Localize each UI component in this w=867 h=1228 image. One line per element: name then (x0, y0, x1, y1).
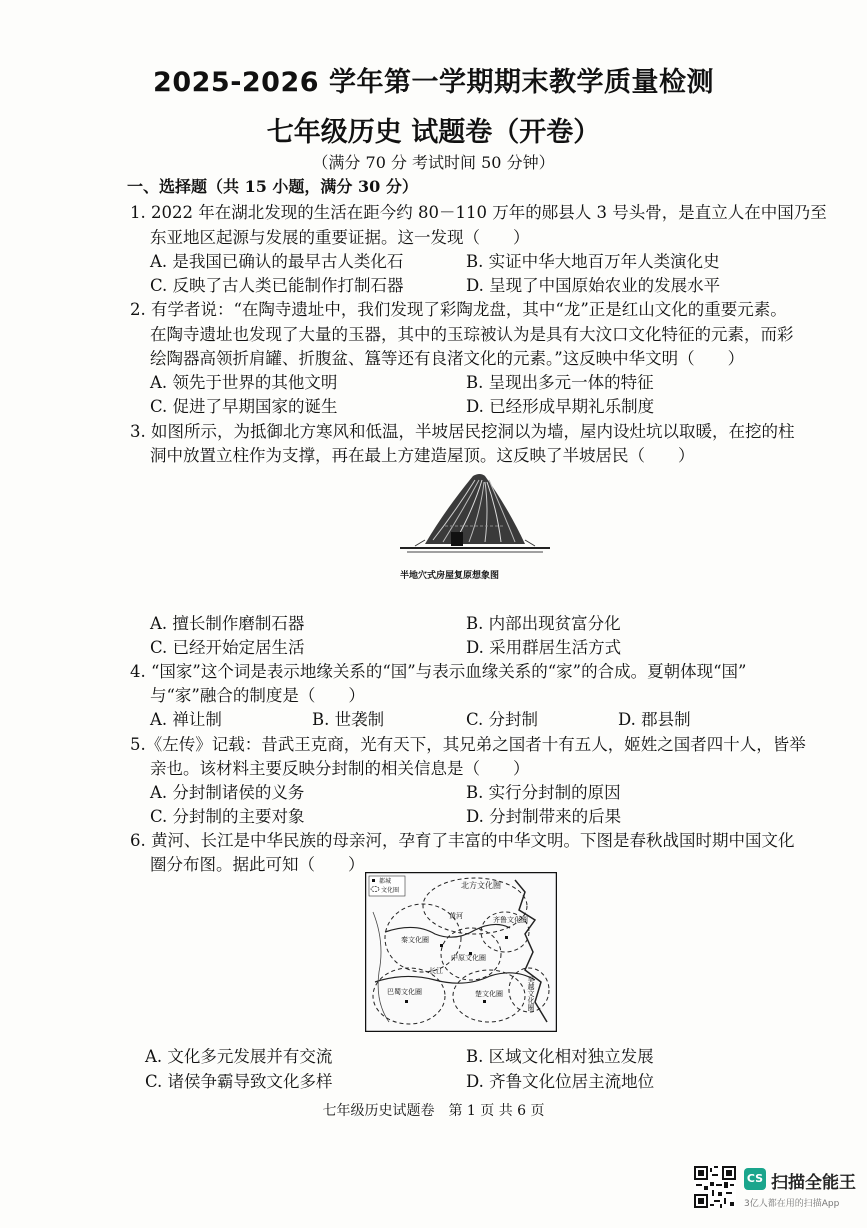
question-5-option-a: A. 分封制诸侯的义务 (150, 783, 305, 802)
exam-score-time: （满分 70 分 考试时间 50 分钟） (312, 153, 555, 172)
map-label-yangtze: 长江 (429, 967, 443, 975)
question-4-line-2: 与“家”融合的制度是（ ） (150, 686, 365, 705)
map-label-bashu: 巴蜀文化圈 (387, 988, 422, 996)
map-label-qin: 秦文化圈 (401, 936, 429, 944)
question-5-option-c: C. 分封制的主要对象 (150, 807, 305, 826)
question-4-option-d: D. 郡县制 (618, 710, 691, 729)
question-4-option-b: B. 世袭制 (312, 710, 385, 729)
question-6-option-d: D. 齐鲁文化位居主流地位 (466, 1072, 655, 1091)
question-6-option-b: B. 区域文化相对独立发展 (466, 1047, 654, 1066)
question-2-line-3: 绘陶器高领折肩罐、折腹盆、簋等还有良渚文化的元素。”这反映中华文明（ ） (150, 349, 745, 368)
question-1-line-1: 1. 2022 年在湖北发现的生活在距今约 80－110 万年的郧县人 3 号头骨，是直立人在中国乃至 (130, 203, 827, 222)
question-2-option-b: B. 呈现出多元一体的特征 (466, 373, 654, 392)
question-6-option-a: A. 文化多元发展并有交流 (145, 1047, 333, 1066)
map-label-north: 北方文化圈 (461, 881, 501, 890)
question-3-line-1: 3. 如图所示，为抵御北方寒风和低温，半坡居民挖洞以为墙，屋内设灶坑以取暖，在挖的柱 (130, 422, 795, 441)
question-2-line-2: 在陶寺遗址也发现了大量的玉器，其中的玉琮被认为是具有大汶口文化特征的元素，而彩 (150, 325, 794, 344)
question-1-option-b: B. 实证中华大地百万年人类演化史 (466, 252, 720, 271)
map-label-wuyue: 吴越文化圈 (527, 976, 535, 1011)
camscanner-app-name: 扫描全能王 (771, 1173, 856, 1193)
question-5-option-d: D. 分封制带来的后果 (466, 807, 622, 826)
question-2-line-1: 2. 有学者说：“在陶寺遗址中，我们发现了彩陶龙盘，其中“龙”正是红山文化的重要元素。 (130, 300, 787, 319)
page-footer: 七年级历史试题卷 第 1 页 共 6 页 (322, 1103, 545, 1119)
exam-subject-title: 七年级历史 试题卷（开卷） (266, 117, 601, 148)
question-6-line-2: 圈分布图。据此可知（ ） (150, 855, 365, 874)
question-3-option-b: B. 内部出现贫富分化 (466, 614, 621, 633)
map-label-yellow-river: 黄河 (449, 912, 463, 920)
semi-subterranean-house-illustration (385, 470, 565, 560)
question-3-option-a: A. 擅长制作磨制石器 (150, 614, 305, 633)
map-label-zhongyuan: 中原文化圈 (451, 954, 486, 962)
culture-circle-map (365, 872, 557, 1032)
section-heading: 一、选择题（共 15 小题，满分 30 分） (127, 177, 418, 196)
question-2-option-a: A. 领先于世界的其他文明 (150, 373, 338, 392)
map-label-qilu: 齐鲁文化圈 (493, 916, 528, 924)
map-legend-circle: 文化圈 (381, 887, 400, 894)
map-legend-capital: 都城 (379, 878, 392, 885)
question-3-option-d: D. 采用群居生活方式 (466, 638, 622, 657)
question-6-line-1: 6. 黄河、长江是中华民族的母亲河，孕育了丰富的中华文明。下图是春秋战国时期中国文化 (130, 831, 795, 850)
question-5-option-b: B. 实行分封制的原因 (466, 783, 621, 802)
question-1-option-d: D. 呈现了中国原始农业的发展水平 (466, 276, 721, 295)
question-1-option-a: A. 是我国已确认的最早古人类化石 (150, 252, 404, 271)
question-5-line-2: 亲也。该材料主要反映分封制的相关信息是（ ） (150, 759, 530, 778)
qr-code-icon (694, 1166, 736, 1208)
question-2-option-d: D. 已经形成早期礼乐制度 (466, 397, 655, 416)
question-1-option-c: C. 反映了古人类已能制作打制石器 (150, 276, 404, 295)
question-4-line-1: 4. “国家”这个词是表示地缘关系的“国”与表示血缘关系的“家”的合成。夏朝体现“国” (130, 662, 747, 681)
question-3-line-2: 洞中放置立柱作为支撑，再在最上方建造屋顶。这反映了半坡居民（ ） (150, 446, 695, 465)
question-6-option-c: C. 诸侯争霸导致文化多样 (145, 1072, 333, 1091)
question-2-option-c: C. 促进了早期国家的诞生 (150, 397, 338, 416)
question-1-line-2: 东亚地区起源与发展的重要证据。这一发现（ ） (150, 228, 530, 247)
question-4-option-a: A. 禅让制 (150, 710, 222, 729)
question-5-line-1: 5.《左传》记载：昔武王克商，光有天下，其兄弟之国者十有五人，姬姓之国者四十人，皆举 (130, 735, 806, 754)
question-3-option-c: C. 已经开始定居生活 (150, 638, 305, 657)
question-4-option-c: C. 分封制 (466, 710, 539, 729)
exam-title: 2025-2026 学年第一学期期末教学质量检测 (153, 67, 714, 98)
camscanner-logo-icon: CS (744, 1168, 766, 1190)
map-label-chu: 楚文化圈 (475, 990, 503, 998)
figure-caption: 半地穴式房屋复原想象图 (400, 571, 500, 581)
camscanner-tagline: 3亿人都在用的扫描App (744, 1199, 840, 1209)
